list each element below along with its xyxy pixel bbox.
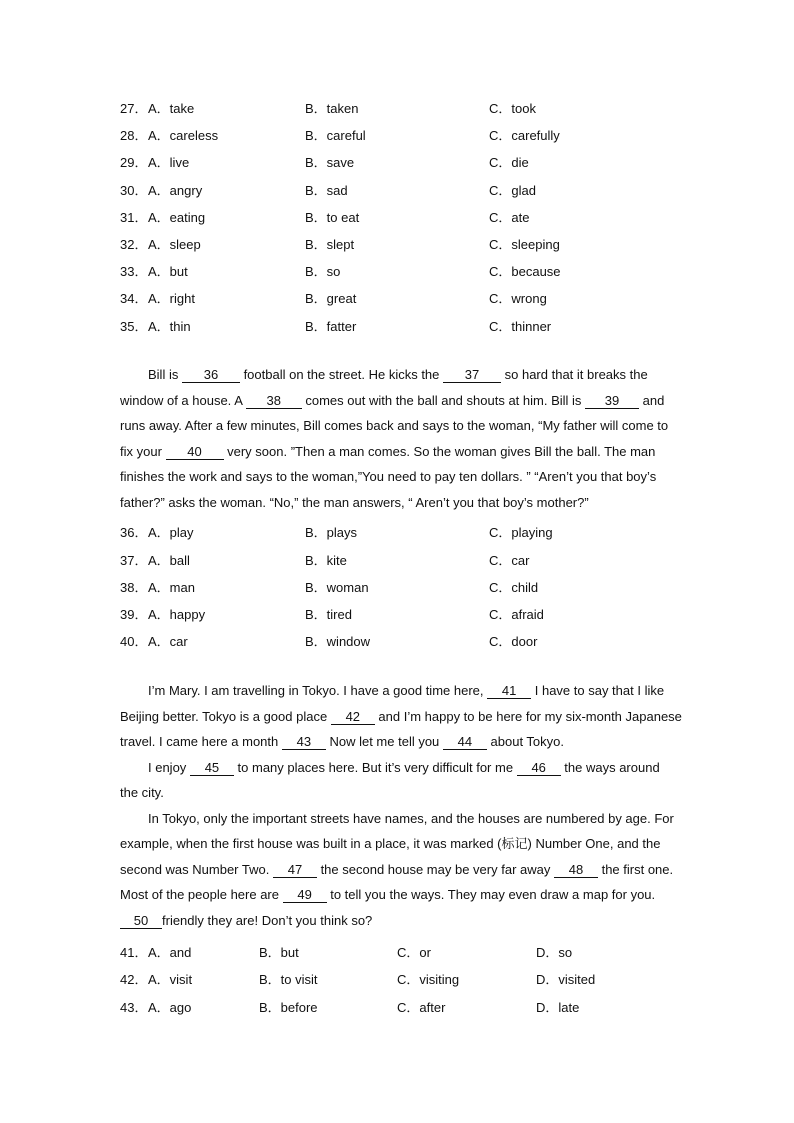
option-c: C．afraid — [489, 607, 544, 622]
question-37 — [120, 550, 680, 570]
passage-text: so hard that it breaks the — [501, 367, 648, 382]
option-c: C．car — [489, 553, 530, 568]
option-a: A．angry — [148, 183, 203, 198]
question-number: 31． — [120, 210, 148, 225]
option-c: C．carefully — [489, 128, 560, 143]
option-a: A．right — [148, 291, 195, 306]
option-b: B．careful — [305, 128, 366, 143]
option-b: B．woman — [305, 580, 369, 595]
option-b: B．to visit — [259, 972, 318, 987]
option-a: A．man — [148, 580, 195, 595]
passage-line — [120, 831, 676, 857]
question-number: 33． — [120, 264, 148, 279]
question-number: 27． — [120, 101, 148, 116]
option-b: B．before — [259, 1000, 318, 1015]
question-33 — [120, 261, 680, 281]
blank-42: 42 — [331, 710, 375, 725]
option-b: B．taken — [305, 101, 359, 116]
option-d: D．late — [536, 1000, 580, 1015]
passage-text: Most of the people here are — [120, 887, 283, 902]
option-a: A．careless — [148, 128, 219, 143]
passage-text: the city. — [120, 785, 164, 800]
question-number: 29． — [120, 155, 148, 170]
option-a: A．ball — [148, 553, 190, 568]
passage-line — [120, 413, 676, 439]
passage-text: friendly they are! Don’t you think so? — [162, 912, 373, 928]
passage-line — [120, 439, 676, 465]
passage-line — [120, 362, 676, 388]
option-d: D．visited — [536, 972, 596, 987]
question-27 — [120, 98, 680, 118]
passage-line — [120, 755, 676, 781]
question-32 — [120, 234, 680, 254]
passage-text: Beijing better. Tokyo is a good place — [120, 708, 331, 724]
passage-line — [120, 882, 676, 908]
blank-36: 36 — [182, 368, 240, 383]
option-a: A．thin — [148, 319, 191, 334]
question-36 — [120, 522, 680, 542]
passage-line — [120, 678, 676, 704]
option-a: A．ago — [148, 1000, 192, 1015]
option-b: B．kite — [305, 553, 347, 568]
blank-46: 46 — [517, 761, 561, 776]
passage-tokyo — [120, 678, 682, 933]
question-28 — [120, 125, 680, 145]
question-number: 34． — [120, 291, 148, 306]
passage-line — [120, 857, 676, 883]
option-a: A．sleep — [148, 237, 201, 252]
passage-text: very soon. ”Then a man comes. So the woman gives Bill the ball. The man — [223, 443, 656, 459]
option-b: B．great — [305, 291, 357, 306]
passage-text: and I’m happy to be here for my six-month Japanese — [374, 708, 682, 724]
option-b: B．tired — [305, 607, 352, 622]
question-number: 32． — [120, 237, 148, 252]
question-31 — [120, 207, 680, 227]
passage-line — [120, 464, 676, 490]
option-a: A．and — [148, 945, 192, 960]
passage-text: to many places here. But it’s very difficult for me — [233, 759, 517, 775]
passage-text: to tell you the ways. They may even draw a map for you. — [326, 887, 656, 902]
blank-38: 38 — [246, 394, 302, 409]
option-c: C．because — [489, 264, 561, 279]
blank-50: 50 — [120, 914, 162, 929]
question-38 — [120, 577, 680, 597]
passage-text: about Tokyo. — [486, 734, 564, 749]
option-c: C．wrong — [489, 291, 547, 306]
option-b: B．fatter — [305, 319, 357, 334]
passage-text: father?” asks the woman. “No,” the man answers, “ Aren’t you that boy’s mother?” — [120, 494, 589, 510]
question-29 — [120, 152, 680, 172]
option-c: C．visiting — [397, 972, 460, 987]
blank-47: 47 — [273, 863, 317, 878]
option-c: C．door — [489, 634, 538, 649]
passage-text: I have to say that I like — [531, 683, 665, 698]
passage-line — [120, 704, 682, 730]
option-a: A．visit — [148, 972, 193, 987]
option-b: B．sad — [305, 183, 348, 198]
question-42 — [120, 969, 680, 989]
passage-text: runs away. After a few minutes, Bill comes back and says to the woman, “My father will come to — [120, 418, 669, 433]
question-30 — [120, 180, 680, 200]
question-number: 28． — [120, 128, 148, 143]
passage-text: second was Number Two. — [120, 861, 273, 877]
question-number: 36． — [120, 525, 148, 540]
blank-41: 41 — [487, 684, 531, 699]
option-c: C．sleeping — [489, 237, 560, 252]
question-number: 42． — [120, 972, 148, 987]
question-39 — [120, 604, 680, 624]
passage-text: Now let me tell you — [325, 734, 443, 749]
blank-43: 43 — [282, 735, 326, 750]
option-c: C．die — [489, 155, 529, 170]
option-a: A．but — [148, 264, 188, 279]
option-b: B．window — [305, 634, 371, 649]
passage-text: window of a house. A — [120, 392, 246, 408]
blank-45: 45 — [190, 761, 234, 776]
option-a: A．happy — [148, 607, 206, 622]
option-a: A．play — [148, 525, 194, 540]
option-c: C．thinner — [489, 319, 552, 334]
passage-text: and — [639, 392, 665, 408]
question-number: 41． — [120, 945, 148, 960]
question-35 — [120, 316, 680, 336]
passage-text: football on the street. He kicks the — [239, 367, 444, 382]
passage-line — [120, 908, 676, 934]
option-b: B．so — [305, 264, 341, 279]
passage-text: I enjoy — [148, 759, 190, 775]
option-b: B．plays — [305, 525, 358, 540]
blank-37: 37 — [443, 368, 501, 383]
passage-text: Bill is — [148, 367, 182, 382]
question-41 — [120, 942, 680, 962]
question-43 — [120, 997, 680, 1017]
question-number: 40． — [120, 634, 148, 649]
blank-48: 48 — [554, 863, 598, 878]
passage-line — [120, 806, 676, 832]
option-b: B．slept — [305, 237, 355, 252]
question-number: 38． — [120, 580, 148, 595]
passage-text: the first one. — [597, 861, 674, 877]
option-a: A．take — [148, 101, 195, 116]
passage-text: finishes the work and says to the woman,”You need to pay ten dollars. ” “Aren’t you that boy’s — [120, 469, 657, 484]
question-number: 37． — [120, 553, 148, 568]
option-b: B．save — [305, 155, 355, 170]
blank-49: 49 — [283, 888, 327, 903]
passage-text: I’m Mary. I am travelling in Tokyo. I have a good time here, — [148, 683, 488, 698]
option-c: C．or — [397, 945, 431, 960]
option-b: B．to eat — [305, 210, 360, 225]
passage-line — [120, 490, 676, 516]
option-c: C．playing — [489, 525, 553, 540]
blank-44: 44 — [443, 735, 487, 750]
passage-text: travel. I came here a month — [120, 734, 282, 749]
option-a: A．live — [148, 155, 190, 170]
question-34 — [120, 288, 680, 308]
passage-line — [120, 780, 676, 806]
question-number: 43． — [120, 1000, 148, 1015]
question-40 — [120, 631, 680, 651]
question-number: 30． — [120, 183, 148, 198]
option-c: C．after — [397, 1000, 446, 1015]
option-c: C．glad — [489, 183, 536, 198]
option-b: B．but — [259, 945, 299, 960]
passage-text: the ways around — [560, 759, 660, 775]
option-d: D．so — [536, 945, 573, 960]
passage-text: In Tokyo, only the important streets have names, and the houses are numbered by age. For — [148, 810, 674, 826]
option-a: A．eating — [148, 210, 206, 225]
passage-text: fix your — [120, 443, 166, 459]
blank-40: 40 — [166, 445, 224, 460]
passage-text: the second house may be very far away — [316, 861, 554, 877]
question-number: 35． — [120, 319, 148, 334]
passage-line — [120, 388, 676, 414]
option-c: C．child — [489, 580, 539, 595]
option-c: C．ate — [489, 210, 530, 225]
option-a: A．car — [148, 634, 188, 649]
option-c: C．took — [489, 101, 536, 116]
passage-line — [120, 729, 676, 755]
blank-39: 39 — [585, 394, 639, 409]
passage-bill — [120, 362, 676, 515]
passage-text: comes out with the ball and shouts at him. Bill is — [301, 392, 586, 408]
question-number: 39． — [120, 607, 148, 622]
passage-text: example, when the first house was built in a place, it was marked (标记) Number One, and the — [120, 836, 661, 851]
